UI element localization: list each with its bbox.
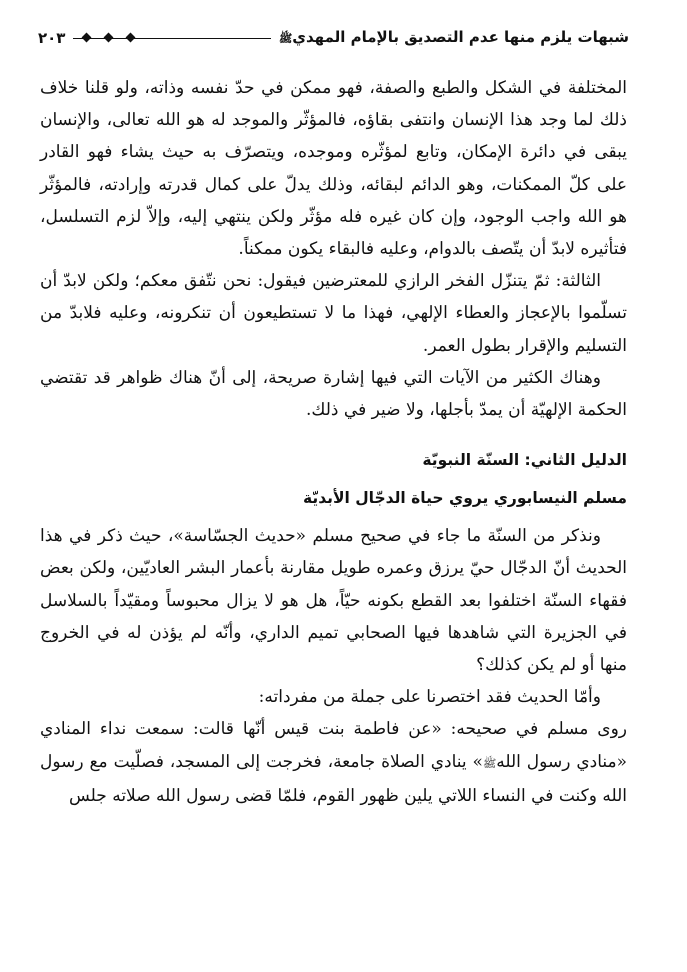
- paragraph-hadith-intro: وأمّا الحديث فقد اختصرنا على جملة من مفرداته:: [258, 687, 601, 708]
- header-ornament-rule: [73, 32, 271, 44]
- paragraph-continuation: المختلفة في الشكل والطبع والصفة، فهو ممكن في حدّ نفسه وذاته، ولو قلنا خلاف ذلك لما وجد هذا الإنسان وانتفى بقاؤه، فالمؤثّر والموجد له هو الله تعالى، والإنسان يبقى في دائرة الإمكان، وتابع لمؤثّره وموجده، ويتصرّف به حيث يشاء فهو القادر على كلّ الممكنات، وهو الدائم لبقائه، وذلك يدلّ على كمال قدرته وإرادته، فالمؤثّر هو الله واجب الوجود، وإن كان غيره فله مؤثّر ولكن ينتهي إليه، وإلاّ لزم التسلسل، فتأثيره لابدّ أن يتّصف بالدوام، وعليه فالبقاء يكون ممكناً.: [40, 78, 627, 260]
- paragraph-narration: [40, 713, 627, 812]
- paragraph-third-point: الثالثة: ثمّ يتنزّل الفخر الرازي للمعترضين فيقول: نحن نتّفق معكم؛ ولكن لابدّ أن تسلّموا بالإعجاز والعطاء الإلهي، فهذا ما لا تستطيعون أن تنكرونه، وعليه فلابدّ من التسليم والإقرار بطول العمر.: [40, 271, 627, 356]
- diamond-ornament: [126, 33, 136, 43]
- paragraph-sunnah: ونذكر من السنّة ما جاء في صحيح مسلم «حديث الجسّاسة»، حيث ذكر في هذا الحديث أنّ الدجّال حيّ يرزق وعمره طويل مقارنة بأعمار البشر العاديّين، ولكن بعض فقهاء السنّة اختلفوا بعد القطع بكونه حيّاً، هل هو لا يزال محبوساً ومقيّداً بالسلاسل في الجزيرة التي شاهدها فيها الصحابي تميم الداري، وأنّه لم يؤذن له في الخروج منها أو لم يكن كذلك؟: [40, 526, 627, 676]
- running-header: [38, 26, 629, 50]
- honorific-symbol: ﷺ: [278, 32, 293, 45]
- section-heading: الدليل الثاني: السنّة النبويّة: [422, 451, 627, 470]
- header-rule-line: [73, 38, 271, 39]
- page-number: ٢٠٣: [38, 29, 66, 47]
- header-title-text: شبهات يلزم منها عدم التصديق بالإمام المهدي: [292, 28, 629, 46]
- narration-part-1: روى مسلم في صحيحه: «عن فاطمة بنت قيس أنّها قالت: سمعت نداء المنادي «منادي رسول الله: [40, 719, 628, 772]
- salawat-symbol: ﷺ: [482, 756, 497, 770]
- body-text: [40, 72, 627, 812]
- paragraph-verses: وهناك الكثير من الآيات التي فيها إشارة صريحة، إلى أنّ هناك ظواهر قد تقتضي الحكمة الإلهيّة أن يمدّ بأجلها، ولا ضير في ذلك.: [40, 367, 627, 421]
- diamond-ornament: [104, 33, 114, 43]
- diamond-ornament: [82, 33, 92, 43]
- narration-part-2: » ينادي الصلاة جامعة، فخرجت إلى المسجد، فصلّيت مع رسول الله وكنت في النساء اللاتي يلين ظهور القوم، فلمّا قضى رسول الله صلاته جلس: [40, 751, 627, 806]
- header-title: [279, 28, 629, 48]
- subsection-heading: مسلم النيسابوري يروي حياة الدجّال الأبديّة: [302, 489, 627, 508]
